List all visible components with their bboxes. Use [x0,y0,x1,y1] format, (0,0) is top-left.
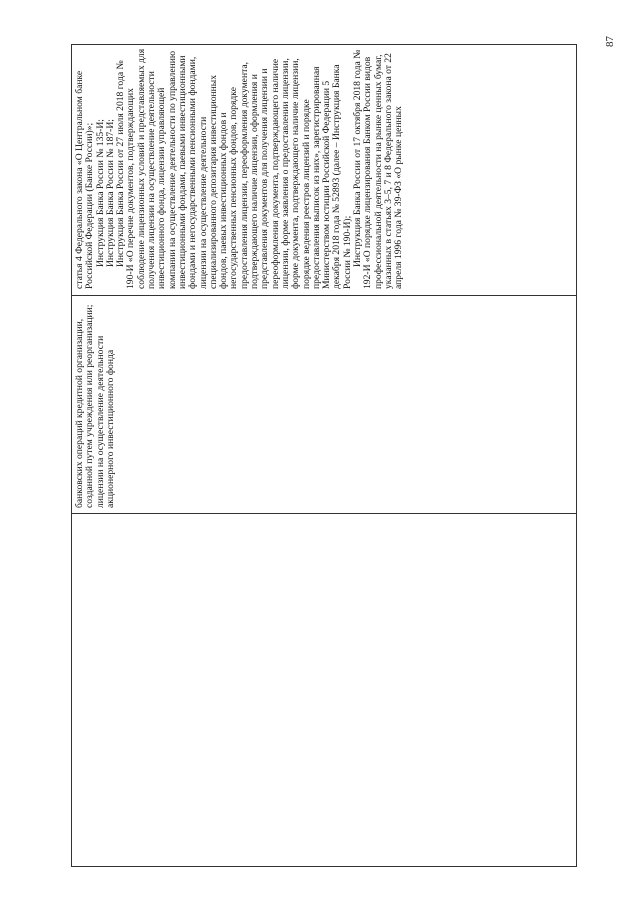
legal-reference-paragraph: статья 4 Федерального закона «О Центральном банке Российской Федерации (Банке России)»; [74,70,96,289]
legal-reference-paragraph: Инструкция Банка России от 17 октября 2018 года № 192-И «О порядке лицензирования Банком России видов профессиональной деятельности на рынке ценных бумаг, указанных в статьях 3–5, 7 и 8 Федерального закона от 22 апреля 1996 года № 39-ФЗ «О рынке ценных [352,49,405,289]
cell-3-text [72,45,405,295]
table-cell-1 [72,514,577,867]
legal-reference-paragraph: Инструкция Банка России № 187-И; [104,119,116,267]
table-cell-2 [72,296,577,514]
table-cell-3 [72,45,577,296]
table-row [72,45,577,867]
cell-1-text [72,514,75,866]
cell-2-text: банковских операций кредитной организации, созданной путем учреждения или реорганизации; лицензии на осуществление деятельности акционерного инвестиционного фонда [74,304,116,508]
legal-reference-paragraph: Инструкция Банка России № 135-И; [94,119,106,267]
document-table [71,44,577,867]
legal-reference-paragraph: Инструкция Банка России от 27 июля 2018 года № 190-И «О перечне документов, подтверждающих соблюдение лицензионных условий и представляемых для получения лицензии на осуществление деятельности инвестиционного фонда, лицензии управляющей компании на осуществление деятельности по управлению инвестиционными фондами, паевыми инвестиционными фондами и негосударственными пенсионными фондами, лицензии на осуществление деятельности специализированного депозитария инвестиционных фондов, паевых инвестиционных фондов и негосударственных пенсионных фондов, порядке предоставления лицензии, переоформления документа, подтверждающего наличие лицензии, оформления и представления документов для получения лицензии и переоформления документа, подтверждающего наличие лицензии, форме заявления о предоставлении лицензии, форме документа, подтверждающего наличие лицензии, порядке ведения реестров лицензий и порядке предоставления выписок из них», зарегистрированная Министерством юстиции Российской Федерации 5 декабря 2018 года № 52893 (далее – Инструкция Банка России № 190-И); [115,48,353,289]
page-number: 87 [604,36,616,47]
